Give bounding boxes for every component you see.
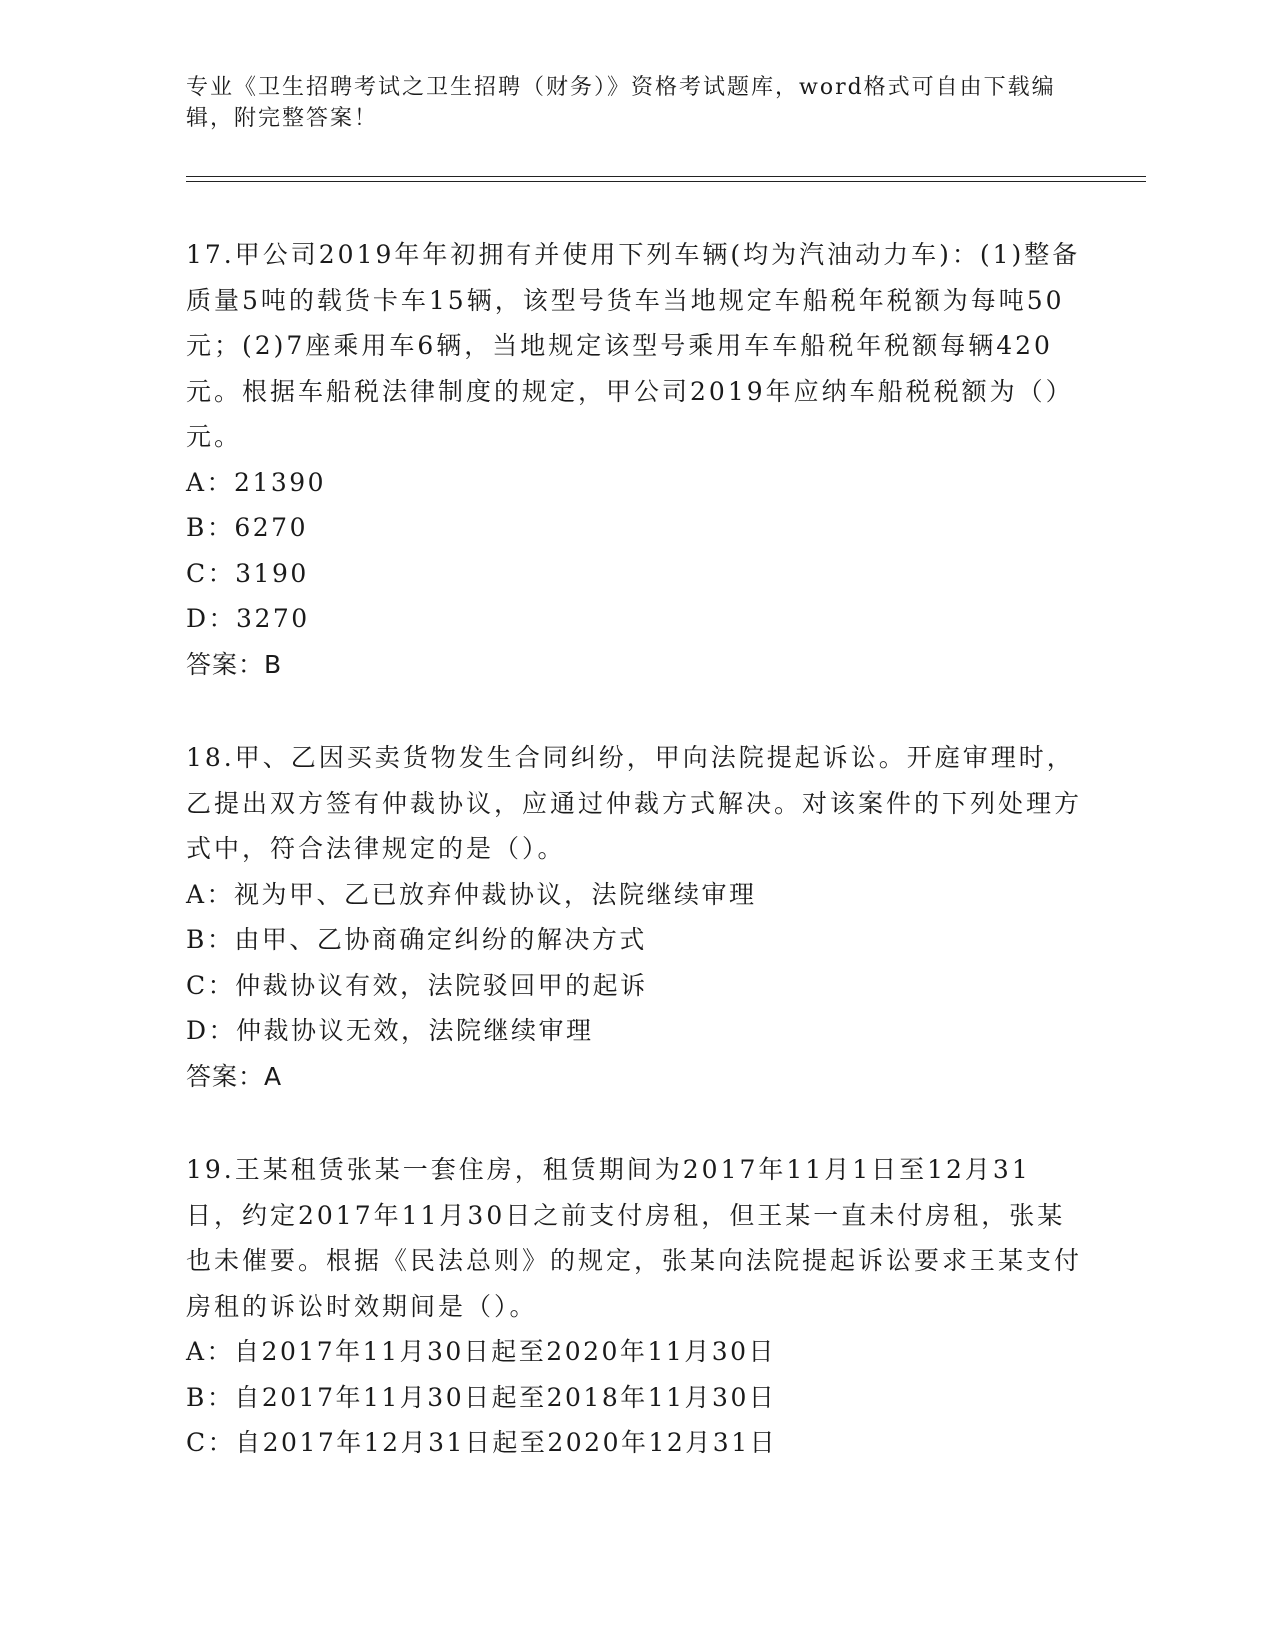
option-b: B：自2017年11月30日起至2018年11月30日	[186, 1382, 777, 1412]
option-b: B：6270	[186, 513, 308, 542]
option-a: A：21390	[186, 467, 327, 497]
option-d: D：仲裁协议无效，法院继续审理	[186, 1016, 594, 1045]
question-list	[186, 232, 1086, 1514]
header-divider-bottom	[186, 181, 1146, 182]
option-d: D：3270	[186, 604, 310, 633]
question-19	[186, 1147, 1086, 1466]
answer-line: 答案：A	[186, 1061, 283, 1091]
page-header: 专业《卫生招聘考试之卫生招聘（财务）》资格考试题库，word格式可自由下载编辑，附完整答案！	[186, 75, 1056, 131]
question-stem: 18.甲、乙因买卖货物发生合同纠纷，甲向法院提起诉讼。开庭审理时，乙提出双方签有仲裁协议，应通过仲裁方式解决。对该案件的下列处理方式中，符合法律规定的是（）。	[186, 743, 1083, 863]
question-stem: 17.甲公司2019年年初拥有并使用下列车辆(均为汽油动力车)：(1)整备质量5吨的载货卡车15辆，该型号货车当地规定车船税年税额为每吨50元；(2)7座乘用车6辆，当地规定该型号乘用车车船税年税额每辆420元。根据车船税法律制度的规定，甲公司2019年应纳车船税税额为（）元。	[186, 240, 1081, 451]
option-c: C：自2017年12月31日起至2020年12月31日	[186, 1428, 778, 1457]
option-c: C：仲裁协议有效，法院驳回甲的起诉	[186, 970, 648, 1000]
answer-line: 答案：B	[186, 649, 283, 679]
option-c: C：3190	[186, 558, 309, 588]
question-stem: 19.王某租赁张某一套住房，租赁期间为2017年11月1日至12月31日，约定2017年11月30日之前支付房租，但王某一直未付房租，张某也未催要。根据《民法总则》的规定，张某向法院提起诉讼要求王某支付房租的诉讼时效期间是（）。	[186, 1155, 1083, 1321]
option-a: A：自2017年11月30日起至2020年11月30日	[186, 1337, 777, 1366]
option-b: B：由甲、乙协商确定纠纷的解决方式	[186, 925, 647, 954]
option-a: A：视为甲、乙已放弃仲裁协议，法院继续审理	[186, 879, 757, 909]
question-17	[186, 232, 1086, 687]
header-divider-top	[186, 176, 1146, 177]
question-18	[186, 735, 1086, 1099]
